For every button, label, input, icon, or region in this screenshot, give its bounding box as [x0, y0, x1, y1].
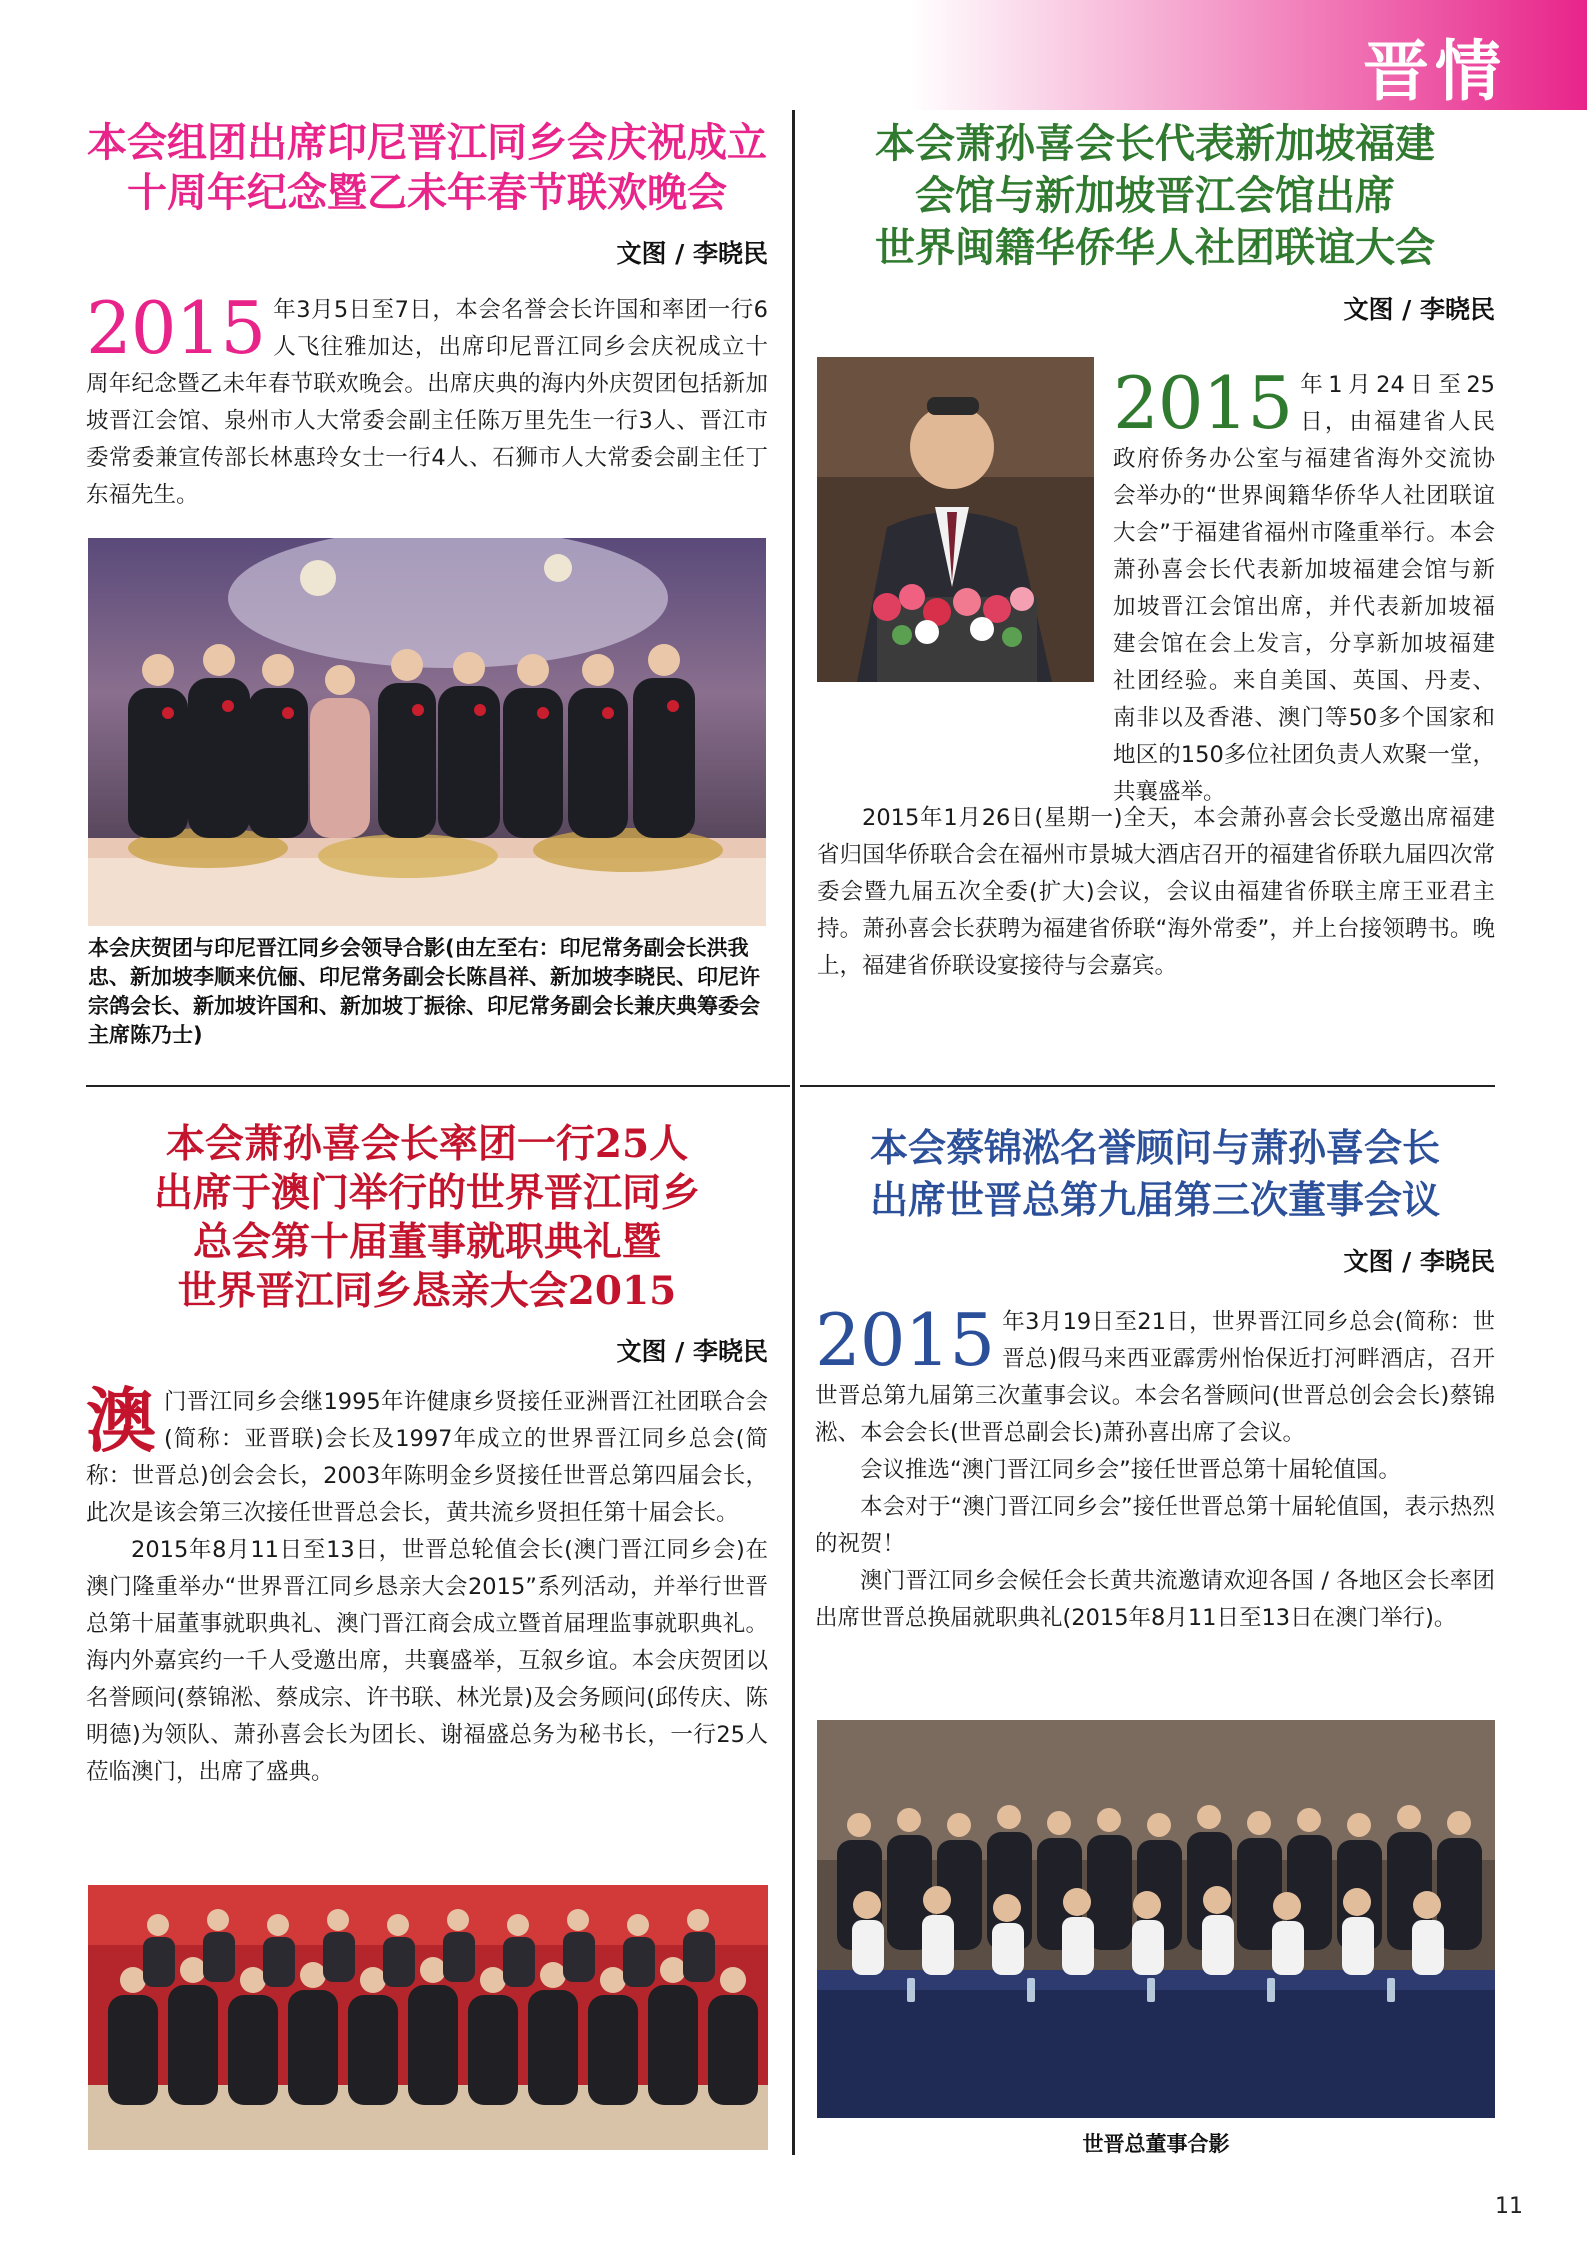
headline-line: 世界闽籍华侨华人社团联谊大会 [875, 224, 1435, 271]
headline-line: 本会蔡锦淞名誉顾问与萧孙喜会长 [869, 1125, 1440, 1170]
section-tag: 晋情 [1363, 32, 1507, 110]
group-photo-banquet-image [88, 538, 766, 926]
article-3-byline: 文图 / 李晓民 [616, 1337, 768, 1366]
article-4-body [815, 1298, 1495, 1637]
article-4-year: 2015 [815, 1298, 995, 1382]
headline-line: 本会组团出席印尼晋江同乡会庆祝成立 [87, 119, 767, 166]
board-meeting-group-photo-image [817, 1720, 1495, 2118]
article-2-lead-text [1113, 361, 1495, 811]
article-2-year: 2015 [1113, 361, 1293, 445]
page-number: 11 [1495, 2194, 1523, 2219]
article-3-dropcap: 澳 [86, 1379, 156, 1462]
section-banner [910, 0, 1587, 110]
headline-line: 出席世晋总第九届第三次董事会议 [869, 1177, 1440, 1222]
article-2-paragraph-1-part: 年1月24日至25日，由福建省人民政府侨务办公室与福建省海外交流协会举办的“世界闽籍华侨华人社团联谊大会”于福建省福州市隆重举行。本会萧孙喜会长代表新加坡福建会馆与新加坡晋江会馆出席，并代表新加坡福建会馆在会上发言，分享新加坡福建社团经验。来自美国、英国、丹麦、南非以及香港、澳门等50多个国家和地区的150多位社团负责人欢聚一堂，共襄盛举。 [1113, 372, 1495, 805]
article-4-paragraph-1: 年3月19日至21日，世界晋江同乡总会(简称：世晋总)假马来西亚霹雳州怡保近打河畔酒店，召开世晋总第九届第三次董事会议。本会名誉顾问(世晋总创会会长)蔡锦淞、本会会长(世晋总副会长)萧孙喜出席了会议。 [815, 1309, 1495, 1446]
article-1 [86, 118, 768, 514]
headline-line: 十周年纪念暨乙未年春节联欢晚会 [127, 169, 727, 216]
article-1-caption: 本会庆贺团与印尼晋江同乡会领导合影(由左至右：印尼常务副会长洪我忠、新加坡李顺来伉俪、印尼常务副会长陈昌祥、新加坡李晓民、印尼许宗鸽会长、新加坡许国和、新加坡丁振徐、印尼常务副会长兼庆典筹委会主席陈乃士) [88, 936, 760, 1047]
article-1-year: 2015 [86, 286, 266, 370]
headline-line: 世界晋江同乡恳亲大会2015 [177, 1268, 677, 1314]
article-3-headline [86, 1120, 768, 1316]
article-1-byline: 文图 / 李晓民 [616, 239, 768, 268]
article-2-paragraph-2: 2015年1月26日(星期一)全天，本会萧孙喜会长受邀出席福建省归国华侨联合会在福州市景城大酒店召开的福建省侨联九届四次常委会暨九届五次全委(扩大)会议，会议由福建省侨联主席王亚君主持。萧孙喜会长获聘为福建省侨联“海外常委”，并上台接领聘书。晚上，福建省侨联设宴接待与会嘉宾。 [817, 805, 1495, 979]
article-2-byline: 文图 / 李晓民 [1343, 295, 1495, 324]
article-2-continued-text [817, 800, 1495, 985]
article-2-photo [817, 357, 1094, 682]
row-divider-left [86, 1085, 790, 1087]
article-4-paragraph-2: 会议推选“澳门晋江同乡会”接任世晋总第十届轮值国。 [860, 1457, 1401, 1483]
article-4-photo [817, 1720, 1495, 2118]
article-4 [815, 1122, 1495, 1637]
article-4-paragraph-4: 澳门晋江同乡会候任会长黄共流邀请欢迎各国 / 各地区会长率团出席世晋总换届就职典礼(2015年8月11日至13日在澳门举行)。 [815, 1568, 1495, 1631]
column-divider [792, 110, 795, 2155]
headline-line: 本会萧孙喜会长代表新加坡福建 [875, 120, 1435, 167]
article-3-body [86, 1379, 768, 1791]
article-3-paragraph-2: 2015年8月11日至13日，世晋总轮值会长(澳门晋江同乡会)在澳门隆重举办“世界晋江同乡恳亲大会2015”系列活动，并举行世晋总第十届董事就职典礼、澳门晋江商会成立暨首届理监事就职典礼。海内外嘉宾约一千人受邀出席，共襄盛举，互叙乡谊。本会庆贺团以名誉顾问(蔡锦淞、蔡成宗、许书联、林光景)及会务顾问(邱传庆、陈明德)为领队、萧孙喜会长为团长、谢福盛总务为秘书长，一行25人莅临澳门，出席了盛典。 [86, 1537, 768, 1785]
article-1-body [86, 286, 768, 514]
speaker-at-podium-image [817, 357, 1094, 682]
article-2-headline [815, 118, 1495, 274]
row-divider-right [800, 1085, 1495, 1087]
article-3 [86, 1120, 768, 1791]
article-1-headline [86, 118, 768, 218]
article-3-photo [88, 1885, 768, 2150]
article-4-headline [815, 1122, 1495, 1226]
headline-line: 会馆与新加坡晋江会馆出席 [915, 172, 1395, 219]
headline-line: 出席于澳门举行的世界晋江同乡 [153, 1170, 700, 1216]
headline-line: 总会第十届董事就职典礼暨 [192, 1219, 661, 1265]
article-3-paragraph-1: 门晋江同乡会继1995年许健康乡贤接任亚洲晋江社团联合会(简称：亚晋联)会长及1997年成立的世界晋江同乡总会(简称：世晋总)创会会长，2003年陈明金乡贤接任世晋总第四届会长，此次是该会第三次接任世晋总会长，黄共流乡贤担任第十届会长。 [86, 1389, 768, 1526]
headline-line: 本会萧孙喜会长率团一行25人 [165, 1121, 689, 1167]
article-2 [815, 118, 1495, 326]
article-4-byline: 文图 / 李晓民 [1343, 1247, 1495, 1276]
group-photo-macau-image [88, 1885, 768, 2150]
article-1-paragraph: 年3月5日至7日，本会名誉会长许国和率团一行6人飞往雅加达，出席印尼晋江同乡会庆祝成立十周年纪念暨乙未年春节联欢晚会。出席庆典的海内外庆贺团包括新加坡晋江会馆、泉州市人大常委会副主任陈万里先生一行3人、晋江市委常委兼宣传部长林惠玲女士一行4人、石狮市人大常委会副主任丁东福先生。 [86, 297, 768, 508]
article-4-paragraph-3: 本会对于“澳门晋江同乡会”接任世晋总第十届轮值国，表示热烈的祝贺！ [815, 1494, 1495, 1557]
article-1-photo [88, 538, 766, 926]
article-4-caption: 世晋总董事合影 [1082, 2132, 1230, 2156]
